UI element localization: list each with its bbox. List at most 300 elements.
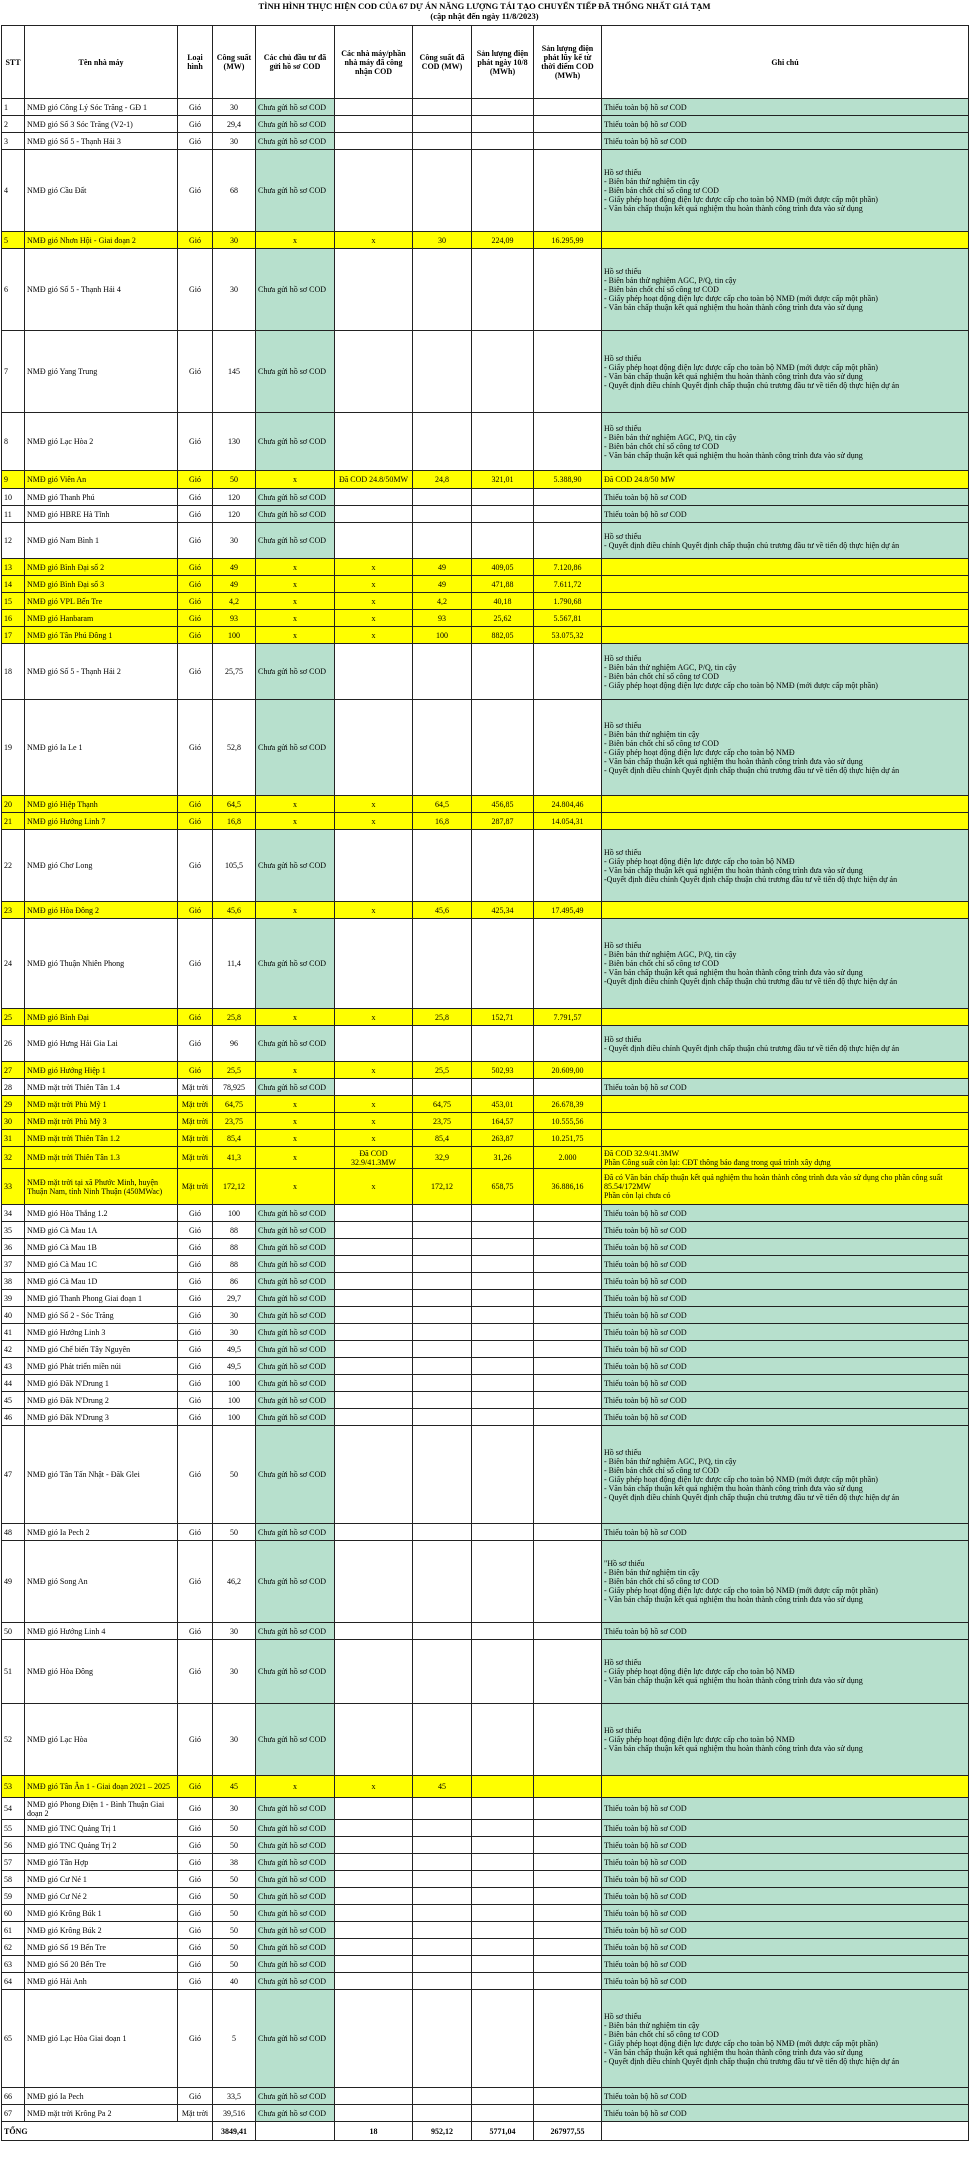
- cell-name: NMĐ gió Tân Phú Đông 1: [25, 627, 178, 644]
- cell-cod-capacity: [413, 1409, 472, 1426]
- cell-name: NMĐ gió Hiệp Thạnh: [25, 796, 178, 813]
- cell-name: NMĐ gió Ia Pech: [25, 2088, 178, 2105]
- cell-cumulative-output: 5.388,90: [534, 471, 602, 489]
- cell-capacity: 30: [213, 1704, 256, 1776]
- cell-sent: Chưa gửi hồ sơ COD: [256, 2105, 335, 2122]
- cell-note: [602, 559, 969, 576]
- cell-daily-output: [472, 1990, 534, 2088]
- cell-sent: Chưa gửi hồ sơ COD: [256, 116, 335, 133]
- cell-name: NMĐ gió Số 19 Bến Tre: [25, 1939, 178, 1956]
- cell-cod: [335, 1990, 413, 2088]
- cell-cod: x: [335, 559, 413, 576]
- cell-cumulative-output: [534, 1222, 602, 1239]
- cell-cod: [335, 1820, 413, 1837]
- cell-type: Gió: [178, 1905, 213, 1922]
- cell-capacity: 49,5: [213, 1358, 256, 1375]
- cell-note: Hồ sơ thiếu - Quyết định điều chỉnh Quyết định chấp thuận chủ trương đầu tư về tiến độ thực hiện dự án: [602, 1026, 969, 1062]
- cell-type: Gió: [178, 796, 213, 813]
- cell-stt: 17: [2, 627, 25, 644]
- cell-cod: [335, 1409, 413, 1426]
- table-row: [2, 506, 969, 523]
- cell-cumulative-output: [534, 919, 602, 1009]
- cell-note: Thiếu toàn bộ hồ sơ COD: [602, 99, 969, 116]
- cell-stt: 28: [2, 1079, 25, 1096]
- cell-cumulative-output: [534, 1290, 602, 1307]
- cell-stt: 26: [2, 1026, 25, 1062]
- cell-sent: Chưa gửi hồ sơ COD: [256, 523, 335, 559]
- cell-daily-output: [472, 1541, 534, 1623]
- cell-type: Gió: [178, 331, 213, 413]
- cell-capacity: 50: [213, 1888, 256, 1905]
- cell-name: NMĐ gió Số 5 - Thạnh Hải 2: [25, 644, 178, 700]
- cell-cod-capacity: [413, 1820, 472, 1837]
- cell-type: Gió: [178, 99, 213, 116]
- cell-capacity: 29,7: [213, 1290, 256, 1307]
- cell-sent: Chưa gửi hồ sơ COD: [256, 1307, 335, 1324]
- cell-stt: 57: [2, 1854, 25, 1871]
- cell-cod-capacity: [413, 2088, 472, 2105]
- cell-cod-capacity: [413, 1905, 472, 1922]
- table-row: [2, 1837, 969, 1854]
- cell-stt: 63: [2, 1956, 25, 1973]
- document-title: [0, 0, 969, 25]
- cell-cumulative-output: [534, 1905, 602, 1922]
- cell-cod-capacity: [413, 1392, 472, 1409]
- cell-daily-output: [472, 1854, 534, 1871]
- cell-type: Gió: [178, 116, 213, 133]
- cell-daily-output: [472, 249, 534, 331]
- cell-capacity: 50: [213, 471, 256, 489]
- cell-name: NMĐ gió VPL Bến Tre: [25, 593, 178, 610]
- cell-cod-capacity: [413, 1888, 472, 1905]
- cell-sent: Chưa gửi hồ sơ COD: [256, 1820, 335, 1837]
- cell-sent: Chưa gửi hồ sơ COD: [256, 1640, 335, 1704]
- cell-cod: [335, 150, 413, 232]
- cell-note: Thiếu toàn bộ hồ sơ COD: [602, 1205, 969, 1222]
- cell-capacity: 64,5: [213, 796, 256, 813]
- cell-capacity: 30: [213, 1640, 256, 1704]
- cell-type: Gió: [178, 576, 213, 593]
- cell-daily-output: [472, 1776, 534, 1798]
- cell-capacity: 30: [213, 133, 256, 150]
- cell-cumulative-output: [534, 1392, 602, 1409]
- cell-name: NMĐ gió Tân Tấn Nhật - Đăk Glei: [25, 1426, 178, 1524]
- cell-sent: x: [256, 1130, 335, 1147]
- cell-cumulative-output: [534, 1871, 602, 1888]
- cell-name: NMĐ gió HBRE Hà Tĩnh: [25, 506, 178, 523]
- cell-cumulative-output: [534, 116, 602, 133]
- cell-cumulative-output: [534, 1239, 602, 1256]
- cell-cumulative-output: 16.295,99: [534, 232, 602, 249]
- table-row: [2, 1820, 969, 1837]
- table-row: [2, 133, 969, 150]
- cell-note: Hồ sơ thiếu - Giấy phép hoạt động điện lực được cấp cho toàn bộ NMĐ - Văn bản chấp thuận kết quả nghiệm thu hoàn thành công trình đưa vào sử dụng: [602, 1704, 969, 1776]
- table-row: [2, 2105, 969, 2122]
- cell-daily-output: 40,18: [472, 593, 534, 610]
- cell-stt: 42: [2, 1341, 25, 1358]
- cell-name: NMĐ gió Phát triển miền núi: [25, 1358, 178, 1375]
- cell-cod: [335, 1341, 413, 1358]
- cell-name: NMĐ gió Lạc Hòa: [25, 1704, 178, 1776]
- cell-daily-output: 882,05: [472, 627, 534, 644]
- cell-cod: [335, 919, 413, 1009]
- cell-type: Gió: [178, 2088, 213, 2105]
- cell-daily-output: [472, 1026, 534, 1062]
- cell-stt: 5: [2, 232, 25, 249]
- cell-capacity: 25,5: [213, 1062, 256, 1079]
- cell-capacity: 88: [213, 1222, 256, 1239]
- cell-cumulative-output: [534, 331, 602, 413]
- cell-cod: x: [335, 813, 413, 830]
- cell-sent: Chưa gửi hồ sơ COD: [256, 1375, 335, 1392]
- cell-cod-capacity: [413, 1704, 472, 1776]
- cell-cod: x: [335, 232, 413, 249]
- cell-cod: [335, 1623, 413, 1640]
- cell-cod: [335, 133, 413, 150]
- cell-cod: [335, 1358, 413, 1375]
- table-row: [2, 413, 969, 471]
- cell-cod: x: [335, 1130, 413, 1147]
- cell-cod-capacity: [413, 249, 472, 331]
- cell-cumulative-output: [534, 1079, 602, 1096]
- cell-cod-capacity: 100: [413, 627, 472, 644]
- cell-note: Hồ sơ thiếu - Biên bản thử nghiệm AGC, P/Q, tin cậy - Biên bản chốt chỉ số công tơ COD - Giấy phép hoạt động điện lực được cấp cho toàn bộ NMĐ (mới được cấp một phần) - Văn bản chấp thuận kết quả nghiệm thu hoàn thành công trình đưa vào sử dụng - Quyết định điều chỉnh Quyết định chấp thuận chủ trương đầu tư về tiến độ thực hiện dự án: [602, 1426, 969, 1524]
- cell-cod-capacity: [413, 1205, 472, 1222]
- cell-cumulative-output: [534, 830, 602, 902]
- cell-sent: x: [256, 232, 335, 249]
- cell-daily-output: [472, 489, 534, 506]
- cell-daily-output: [472, 1798, 534, 1820]
- cell-stt: 33: [2, 1169, 25, 1205]
- cell-daily-output: 409,05: [472, 559, 534, 576]
- cell-sent: Chưa gửi hồ sơ COD: [256, 1541, 335, 1623]
- cell-type: Mặt trời: [178, 1147, 213, 1169]
- cell-note: Hồ sơ thiếu - Giấy phép hoạt động điện lực được cấp cho toàn bộ NMĐ - Văn bản chấp thuận kết quả nghiệm thu hoàn thành công trình đưa vào sử dụng: [602, 1640, 969, 1704]
- cell-name: NMĐ gió Cà Mau 1B: [25, 1239, 178, 1256]
- cell-daily-output: 224,09: [472, 232, 534, 249]
- cell-note: Thiếu toàn bộ hồ sơ COD: [602, 1307, 969, 1324]
- cell-sent: x: [256, 813, 335, 830]
- cell-daily-output: [472, 1273, 534, 1290]
- cell-daily-output: 25,62: [472, 610, 534, 627]
- table-row: [2, 471, 969, 489]
- cell-sent: x: [256, 559, 335, 576]
- cell-sent: Chưa gửi hồ sơ COD: [256, 1392, 335, 1409]
- cell-stt: 61: [2, 1922, 25, 1939]
- cell-cod: Đã COD 24.8/50MW: [335, 471, 413, 489]
- cell-type: Mặt trời: [178, 2105, 213, 2122]
- cell-daily-output: [472, 1392, 534, 1409]
- cell-stt: 49: [2, 1541, 25, 1623]
- cell-sent: Chưa gửi hồ sơ COD: [256, 1837, 335, 1854]
- cell-name: NMĐ gió Hướng Linh 4: [25, 1623, 178, 1640]
- cell-capacity: 50: [213, 1905, 256, 1922]
- table-row: [2, 1062, 969, 1079]
- header-daily-output: Sản lượng điện phát ngày 10/8 (MWh): [472, 26, 534, 99]
- cell-type: Gió: [178, 1888, 213, 1905]
- cell-capacity: 100: [213, 1375, 256, 1392]
- cell-cumulative-output: [534, 1324, 602, 1341]
- cell-capacity: 100: [213, 1409, 256, 1426]
- cell-sent: x: [256, 1147, 335, 1169]
- cell-name: NMĐ gió Hòa Đông: [25, 1640, 178, 1704]
- cell-cod: [335, 489, 413, 506]
- cell-stt: 22: [2, 830, 25, 902]
- cell-sent: x: [256, 471, 335, 489]
- table-row: [2, 116, 969, 133]
- cell-cod-capacity: [413, 1973, 472, 1990]
- cell-daily-output: 425,34: [472, 902, 534, 919]
- cell-cod: [335, 1837, 413, 1854]
- cell-type: Gió: [178, 523, 213, 559]
- cell-sent: Chưa gửi hồ sơ COD: [256, 919, 335, 1009]
- cell-note: [602, 1776, 969, 1798]
- cell-type: Gió: [178, 1776, 213, 1798]
- cell-type: Gió: [178, 1871, 213, 1888]
- cell-sent: x: [256, 796, 335, 813]
- cell-name: NMĐ mặt trời Phù Mỹ 1: [25, 1096, 178, 1113]
- cell-cod-capacity: [413, 1341, 472, 1358]
- cell-cod-capacity: [413, 919, 472, 1009]
- cell-daily-output: 287,87: [472, 813, 534, 830]
- cell-cod: [335, 644, 413, 700]
- cell-capacity: 120: [213, 506, 256, 523]
- cell-name: NMĐ gió Cà Mau 1C: [25, 1256, 178, 1273]
- cell-cumulative-output: [534, 1837, 602, 1854]
- cell-stt: 52: [2, 1704, 25, 1776]
- cell-sent: Chưa gửi hồ sơ COD: [256, 2088, 335, 2105]
- cell-stt: 38: [2, 1273, 25, 1290]
- cell-cod-capacity: [413, 1640, 472, 1704]
- cell-daily-output: [472, 1290, 534, 1307]
- cell-cod-capacity: 49: [413, 576, 472, 593]
- cell-cod-capacity: [413, 1798, 472, 1820]
- table-row: [2, 1358, 969, 1375]
- cell-daily-output: 321,01: [472, 471, 534, 489]
- table-row: [2, 2088, 969, 2105]
- cell-name: NMĐ gió Số 3 Sóc Trăng (V2-1): [25, 116, 178, 133]
- cell-sent: Chưa gửi hồ sơ COD: [256, 1905, 335, 1922]
- cell-note: Đã có Văn bản chấp thuận kết quả nghiệm thu hoàn thành công trình đưa vào sử dụng cho phần công suất 85.54/172MW Phần còn lại chưa có: [602, 1169, 969, 1205]
- cell-stt: 20: [2, 796, 25, 813]
- cell-note: [602, 902, 969, 919]
- cell-cod-capacity: [413, 150, 472, 232]
- cell-note: Thiếu toàn bộ hồ sơ COD: [602, 506, 969, 523]
- cell-stt: 30: [2, 1113, 25, 1130]
- cell-cod-capacity: 93: [413, 610, 472, 627]
- cell-cumulative-output: [534, 1640, 602, 1704]
- cell-cod-capacity: [413, 1026, 472, 1062]
- cell-daily-output: [472, 1341, 534, 1358]
- cell-sent: x: [256, 902, 335, 919]
- cell-cumulative-output: [534, 489, 602, 506]
- cell-sent: x: [256, 1113, 335, 1130]
- cell-cod: [335, 1973, 413, 1990]
- cell-cod: [335, 700, 413, 796]
- cell-cumulative-output: [534, 2088, 602, 2105]
- cell-cod: [335, 1324, 413, 1341]
- cell-stt: 55: [2, 1820, 25, 1837]
- cell-note: [602, 796, 969, 813]
- cell-stt: 39: [2, 1290, 25, 1307]
- cell-cumulative-output: [534, 1409, 602, 1426]
- cell-capacity: 16,8: [213, 813, 256, 830]
- cell-cod: x: [335, 1776, 413, 1798]
- cell-cod-capacity: [413, 1222, 472, 1239]
- cell-sent: Chưa gửi hồ sơ COD: [256, 331, 335, 413]
- cell-cod-capacity: [413, 1922, 472, 1939]
- cell-capacity: 100: [213, 1392, 256, 1409]
- cell-name: NMĐ gió Lạc Hòa Giai đoạn 1: [25, 1990, 178, 2088]
- cell-capacity: 50: [213, 1871, 256, 1888]
- cell-daily-output: [472, 116, 534, 133]
- cell-daily-output: 152,71: [472, 1009, 534, 1026]
- cell-stt: 23: [2, 902, 25, 919]
- cell-daily-output: [472, 1871, 534, 1888]
- cell-name: NMĐ gió Bình Đại: [25, 1009, 178, 1026]
- cell-sent: Chưa gửi hồ sơ COD: [256, 1888, 335, 1905]
- cell-stt: 43: [2, 1358, 25, 1375]
- table-row: [2, 99, 969, 116]
- cell-sent: Chưa gửi hồ sơ COD: [256, 1079, 335, 1096]
- cell-name: NMĐ mặt trời Krông Pa 2: [25, 2105, 178, 2122]
- cell-note: Thiếu toàn bộ hồ sơ COD: [602, 1939, 969, 1956]
- total-row: [2, 2122, 969, 2141]
- cell-stt: 19: [2, 700, 25, 796]
- cell-capacity: 4,2: [213, 593, 256, 610]
- cell-sent: Chưa gửi hồ sơ COD: [256, 99, 335, 116]
- cell-daily-output: [472, 1239, 534, 1256]
- cell-cumulative-output: 2.000: [534, 1147, 602, 1169]
- total-cumulative-output: 267977,55: [534, 2122, 602, 2141]
- cell-name: NMĐ gió Số 5 - Thạnh Hải 4: [25, 249, 178, 331]
- cell-sent: x: [256, 1096, 335, 1113]
- cell-sent: Chưa gửi hồ sơ COD: [256, 1341, 335, 1358]
- cell-sent: Chưa gửi hồ sơ COD: [256, 1205, 335, 1222]
- cell-stt: 24: [2, 919, 25, 1009]
- cell-capacity: 5: [213, 1990, 256, 2088]
- cell-cumulative-output: [534, 1798, 602, 1820]
- cell-cod: x: [335, 1113, 413, 1130]
- cell-note: Thiếu toàn bộ hồ sơ COD: [602, 1273, 969, 1290]
- cell-daily-output: 471,88: [472, 576, 534, 593]
- cell-stt: 8: [2, 413, 25, 471]
- cell-note: Hồ sơ thiếu - Biên bản thử nghiệm tin cậy - Biên bản chốt chỉ số công tơ COD - Giấy phép hoạt động điện lực được cấp cho toàn bộ NMĐ - Văn bản chấp thuận kết quả nghiệm thu hoàn thành công trình đưa vào sử dụng - Quyết định điều chỉnh Quyết định chấp thuận chủ trương đầu tư về tiến độ thực hiện dự án: [602, 700, 969, 796]
- table-row: [2, 232, 969, 249]
- cell-capacity: 30: [213, 232, 256, 249]
- cell-daily-output: [472, 1205, 534, 1222]
- cell-daily-output: [472, 99, 534, 116]
- cell-cod: [335, 1922, 413, 1939]
- table-row: [2, 1541, 969, 1623]
- cell-capacity: 50: [213, 1426, 256, 1524]
- cell-note: "Hồ sơ thiếu - Biên bản thử nghiệm tin cậy - Biên bản chốt chỉ số công tơ COD - Giấy phép hoạt động điện lực được cấp cho toàn bộ NMĐ (mới được cấp một phần) - Văn bản chấp thuận kết quả nghiệm thu hoàn thành công trình đưa vào sử dụng: [602, 1541, 969, 1623]
- cell-note: Thiếu toàn bộ hồ sơ COD: [602, 1854, 969, 1871]
- cell-cod: [335, 1392, 413, 1409]
- cell-stt: 35: [2, 1222, 25, 1239]
- cell-stt: 56: [2, 1837, 25, 1854]
- table-row: [2, 1096, 969, 1113]
- table-row: [2, 1640, 969, 1704]
- cell-type: Gió: [178, 1205, 213, 1222]
- cell-cod: [335, 506, 413, 523]
- cell-type: Gió: [178, 813, 213, 830]
- cell-sent: Chưa gửi hồ sơ COD: [256, 489, 335, 506]
- cell-sent: Chưa gửi hồ sơ COD: [256, 700, 335, 796]
- cell-sent: Chưa gửi hồ sơ COD: [256, 830, 335, 902]
- cell-capacity: 145: [213, 331, 256, 413]
- cell-stt: 37: [2, 1256, 25, 1273]
- cell-daily-output: 263,87: [472, 1130, 534, 1147]
- cell-note: Thiếu toàn bộ hồ sơ COD: [602, 1222, 969, 1239]
- cell-note: Thiếu toàn bộ hồ sơ COD: [602, 2088, 969, 2105]
- cell-note: Thiếu toàn bộ hồ sơ COD: [602, 1079, 969, 1096]
- table-row: [2, 902, 969, 919]
- cell-type: Gió: [178, 1837, 213, 1854]
- cell-name: NMĐ gió Tân Hợp: [25, 1854, 178, 1871]
- cell-note: Thiếu toàn bộ hồ sơ COD: [602, 1290, 969, 1307]
- table-row: [2, 700, 969, 796]
- cell-daily-output: [472, 1623, 534, 1640]
- cell-stt: 16: [2, 610, 25, 627]
- cell-cumulative-output: [534, 1273, 602, 1290]
- cell-type: Gió: [178, 1524, 213, 1541]
- cell-daily-output: [472, 1973, 534, 1990]
- cell-name: NMĐ gió Ia Le 1: [25, 700, 178, 796]
- cell-sent: Chưa gửi hồ sơ COD: [256, 133, 335, 150]
- cell-cod: [335, 1256, 413, 1273]
- cell-cod: x: [335, 796, 413, 813]
- cell-capacity: 100: [213, 1205, 256, 1222]
- cell-type: Gió: [178, 1956, 213, 1973]
- cell-cumulative-output: [534, 700, 602, 796]
- header-cod: Các nhà máy/phần nhà máy đã công nhận COD: [335, 26, 413, 99]
- cell-daily-output: [472, 1820, 534, 1837]
- cell-sent: Chưa gửi hồ sơ COD: [256, 1239, 335, 1256]
- cell-cod-capacity: [413, 1079, 472, 1096]
- header-sent: Các chủ đầu tư đã gửi hồ sơ COD: [256, 26, 335, 99]
- cell-type: Gió: [178, 232, 213, 249]
- cell-cod: [335, 331, 413, 413]
- cell-stt: 45: [2, 1392, 25, 1409]
- cell-capacity: 120: [213, 489, 256, 506]
- cell-cod: [335, 1704, 413, 1776]
- cell-type: Gió: [178, 1409, 213, 1426]
- total-empty: [256, 2122, 335, 2141]
- cell-type: Gió: [178, 1307, 213, 1324]
- cell-capacity: 50: [213, 1820, 256, 1837]
- table-row: [2, 593, 969, 610]
- cell-cumulative-output: 10.555,56: [534, 1113, 602, 1130]
- cell-note: [602, 813, 969, 830]
- cell-cod: [335, 2105, 413, 2122]
- cell-daily-output: [472, 1888, 534, 1905]
- cell-cumulative-output: [534, 1776, 602, 1798]
- cell-cod-capacity: [413, 523, 472, 559]
- cell-cumulative-output: 53.075,32: [534, 627, 602, 644]
- cell-cumulative-output: [534, 1358, 602, 1375]
- cell-type: Gió: [178, 919, 213, 1009]
- cell-daily-output: [472, 2088, 534, 2105]
- cell-cod: [335, 1854, 413, 1871]
- cell-cod: [335, 1307, 413, 1324]
- cell-capacity: 40: [213, 1973, 256, 1990]
- cell-cumulative-output: 26.678,39: [534, 1096, 602, 1113]
- cell-capacity: 38: [213, 1854, 256, 1871]
- total-cod-capacity: 952,12: [413, 2122, 472, 2141]
- table-row: [2, 249, 969, 331]
- cell-name: NMĐ gió Krông Búk 2: [25, 1922, 178, 1939]
